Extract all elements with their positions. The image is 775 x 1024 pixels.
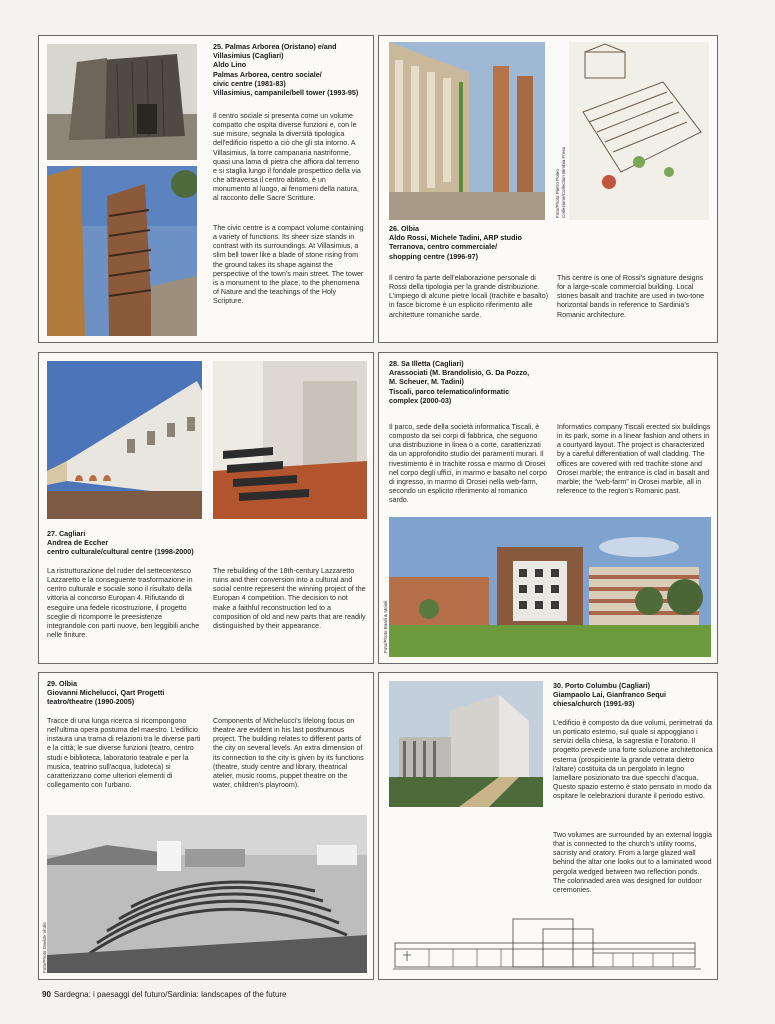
entry-26-title: 26. Olbia: [389, 224, 419, 233]
entry-27-panel: [38, 352, 374, 664]
church-elevation-drawing: [393, 913, 703, 975]
entry-28-caption: 28. Sa Illetta (Cagliari) Arassociati (M. Brandolisio, G. Da Pozzo, M. Scheuer, M. Tadini) Tiscali, parco telematico/informatic complex (2000-03): [389, 359, 569, 405]
photo-sketch: [569, 42, 709, 220]
entry-27-text-it: La ristrutturazione del ruder del settecentesco Lazzaretto e la conseguente trasformazione in centro culturale e sociale sono il risultato della vittoria al concorso Europan 4. Rifiutando di eseguire una fedele ricostruzione, il progetto sceglie di ricomporre le preesistenze integrandole con parti nuove, ben leggibili anche nelle finiture.: [47, 567, 200, 640]
entry-28-title: 28. Sa Illetta (Cagliari): [389, 359, 464, 368]
photo-civic-centre: [47, 44, 197, 160]
page-number: 90: [42, 990, 51, 999]
entry-30-text-it: L'edificio è composto da due volumi, perimetrati da un porticato esterno, sul quale si appoggiano i servizi della chiesa, la sagrestia e l'oratorio. Il progetto prevede una forte soluzione architettonica esterna (prospiciente la grande vetrata dietro l'altare) costituita da un pergolato in legno lamellare posizionato tra due specchi d'acqua. Questo spazio esterno è stato pensato in modo da ospitare le celebrazioni durante il periodo estivo.: [553, 719, 713, 801]
entry-30-caption: 30. Porto Columbu (Cagliari) Giampaolo Lai, Gianfranco Sequi chiesa/church (1991-93): [553, 681, 713, 709]
entry-27-text-en: The rebuilding of the 18th-century Lazzaretto ruins and their conversion into a cultural and social centre represent the winning project of the Europan 4 competition. The decision to not make a faithful reconstruction led to a composition of old and new parts that are readily distinguished by their appearance.: [213, 567, 366, 630]
entry-29-title: 29. Olbia: [47, 679, 77, 688]
entry-27-caption: 27. Cagliari Andrea de Eccher centro culturale/cultural centre (1998-2000): [47, 529, 247, 557]
entry-25-text-en: The civic centre is a compact volume containing a variety of functions. Its sheer size stands in contrast with its surroundings. At Villasimius, a slim bell tower like a blade of stone rising from the ground takes its shape against the perspective of the town's main street. The tower is a monument to the place, to the phenomena of Nature and the teachings of the Holy Scripture.: [213, 224, 364, 306]
entry-26-text-en: This centre is one of Rossi's signature designs for a large-scale commercial building. Local stones basalt and trachite are used in two-tone horizontal bands in reference to Sardinia's Romanic architecture.: [557, 274, 705, 319]
page-footer: [42, 990, 287, 999]
entry-26-caption: 26. Olbia Aldo Rossi, Michele Tadini, ARP studio Terranova, centro commerciale/ shopping centre (1996-97): [389, 224, 559, 261]
credit-collection-26: Collezione/Collection Bimbia Fresu: [561, 146, 566, 218]
entry-28-text-it: Il parco, sede della società informatica Tiscali, è composto da sei corpi di fabbrica, che seguono una distribuzione in linea o a corte, caratterizzati da un approfondito studio dei paramenti murari. Il rivestimento è in trachite rossa e marmo di Orosei nel corpo degli uffici, in marmo e basalto nel corpo di ingresso, in marmo di Orosei nella web-farm, secondo un esplicito riferimento al romanico sardo.: [389, 423, 547, 505]
entry-30-title: 30. Porto Columbu (Cagliari): [553, 681, 651, 690]
entry-30-panel: [378, 672, 718, 980]
entry-25-text-it: Il centro sociale si presenta come un volume compatto che ospita diverse funzioni e, con le sue misure, segnala la diversità tipologica dell'edificio rispetto a ciò che gli sta intorno. A Villasimius, la torre campanaria nastriforme, quasi una lama di pietra che affiora dal terreno e si staglia lungo il fondale prospettico della via che attraversa il centro abitato, è un monumento al luogo, ai fenomeni della natura, al racconto delle Sacre Scritture.: [213, 112, 361, 203]
credit-photo-26: Foto/Photo Pietro Poleo: [555, 169, 560, 218]
photo-cultural-centre-stairs: [213, 361, 367, 519]
entry-28-panel: [378, 352, 718, 664]
entry-26-text-it: Il centro fa parte dell'elaborazione personale di Rossi della tipologia per la grande distribuzione. L'impiego di alcune pietre locali (trachite e basalto) in fasce bicrome è un esplicito riferimento alle architetture romaniche sarde.: [389, 274, 549, 319]
photo-bell-tower: [47, 166, 197, 336]
entry-25-title: 25. Palmas Arborea (Oristano) e/and: [213, 42, 337, 51]
entry-28-text-en: Informatics company Tiscali erected six buildings in its park, some in a linear fashion and others in a courtyard layout. The project is characterized by a careful differentiation of wall cladding. The offices are covered with red trachite stone and Orosei marble; the entrance is clad in basalt and marble; the “web-farm” in Orosei marble, all in reference to the region's Romanic past.: [557, 423, 711, 496]
entry-29-caption: 29. Olbia Giovanni Michelucci, Qart Progetti teatro/theatre (1990-2005): [47, 679, 247, 707]
entry-29-panel: [38, 672, 374, 980]
credit-photo-28: Foto/Photo Basili & Moioli: [383, 600, 388, 653]
entry-25-panel: [38, 35, 374, 343]
entry-30-text-en: Two volumes are surrounded by an external loggia that is connected to the church's utility rooms, sacristy and oratory. From a large glazed wall behind the altar one looks out to a laminated wood pergola wedged between two reflection ponds. The colonnaded area was designed for outdoor ceremonies.: [553, 831, 712, 894]
entry-29-text-en: Components of Michelucci's lifelong focus on theatre are evident in his last posthumous project. The building relates to different parts of the city on several levels. An extra dimension of its connection to the city is given by its functions (theatre, study centre and library, theatrical atelier, music rooms, puppet theatre on the water, children's playroom).: [213, 717, 364, 790]
entry-29-text-it: Tracce di una lunga ricerca si ricompongono nell'ultima opera postuma del maestro. L'edificio instaura una trama di relazioni tra le diverse parti e la città; le sue diverse funzioni (teatro, centro studi e biblioteca, laboratorio teatrale e per la musica, teatrino sull'acqua, ludoteca) si caratterizzano come ulteriori elementi di collegamento con l'urbano.: [47, 717, 201, 790]
photo-theatre: [47, 815, 367, 973]
photo-cultural-centre-exterior: [47, 361, 202, 519]
entry-25-caption: 25. Palmas Arborea (Oristano) e/and Villasimius (Cagliari) Aldo Lino Palmas Arborea, centro sociale/ civic centre (1981-83) Villasimius, campanile/bell tower (1993-95): [213, 42, 373, 97]
credit-photo-29: Foto/Photo Davide Virdis: [42, 922, 47, 973]
entry-27-title: 27. Cagliari: [47, 529, 86, 538]
photo-church: [389, 681, 543, 807]
photo-shopping-centre: [389, 42, 545, 220]
entry-26-panel: [378, 35, 718, 343]
running-title: Sardegna: i paesaggi del futuro/Sardinia: landscapes of the future: [53, 990, 287, 999]
photo-tiscali-campus: [389, 517, 711, 657]
